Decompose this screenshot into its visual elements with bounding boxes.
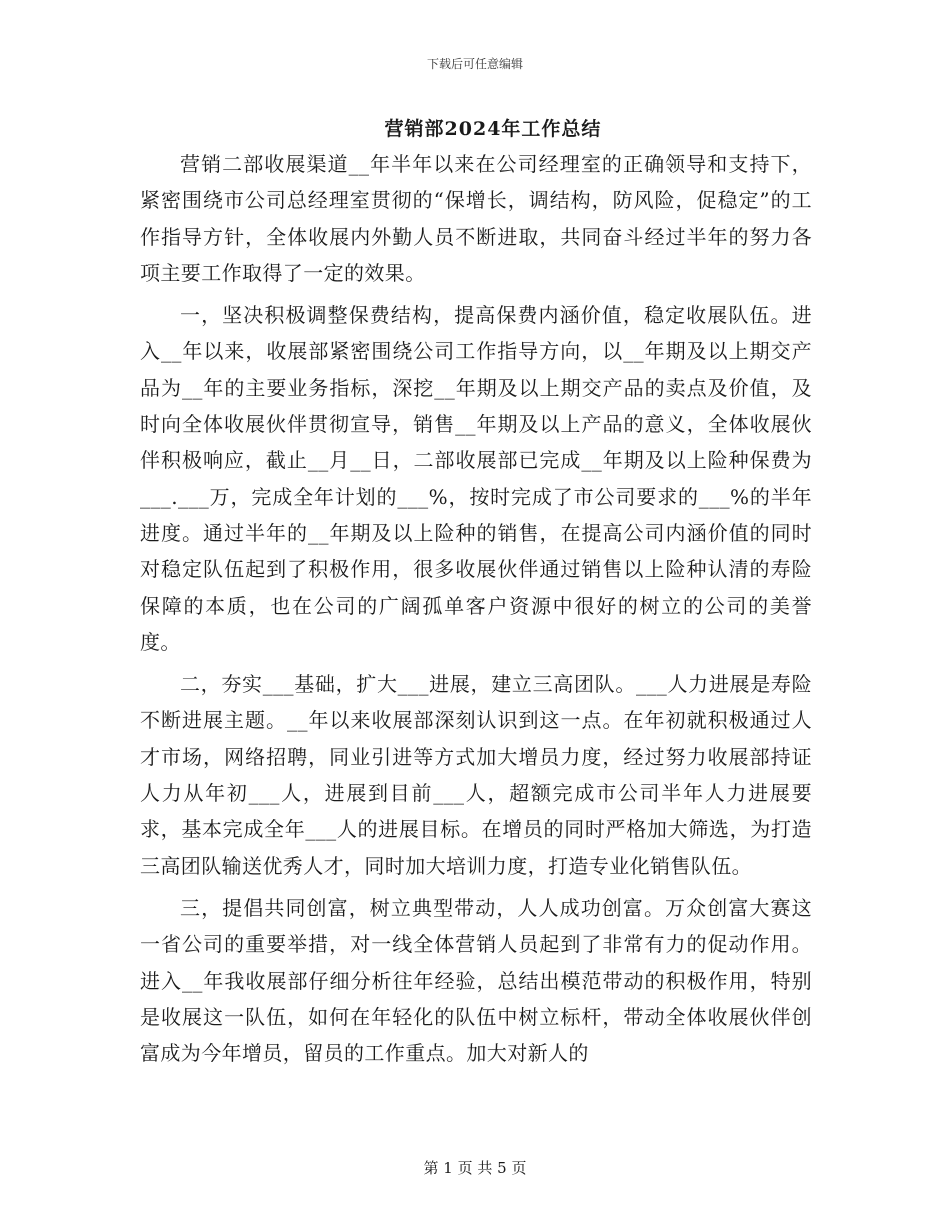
paragraph-intro: 营销二部收展渠道__年半年以来在公司经理室的正确领导和支持下，紧密围绕市公司总经理室贯彻的“保增长，调结构，防风险，促稳定”的工作指导方针，全体收展内外勤人员不断进取，共同奋斗经过半年的努力各项主要工作取得了一定的效果。	[140, 152, 812, 285]
document-body	[140, 146, 812, 1071]
paragraph-section-1: 一，坚决积极调整保费结构，提高保费内涵价值，稳定收展队伍。进入__年以来，收展部紧密围绕公司工作指导方向，以__年期及以上期交产品为__年的主要业务指标，深挖__年期及以上期交产品的卖点及价值，及时向全体收展伙伴贯彻宣导，销售__年期及以上产品的意义，全体收展伙伴积极响应，截止__月__日，二部收展部已完成__年期及以上险种保费为___.___万，完成全年计划的___%，按时完成了市公司要求的___%的半年进度。通过半年的__年期及以上险种的销售，在提高公司内涵价值的同时对稳定队伍起到了积极作用，很多收展伙伴通过销售以上险种认清的寿险保障的本质，也在公司的广阔孤单客户资源中很好的树立的公司的美誉度。	[140, 303, 812, 654]
header-note: 下载后可任意编辑	[426, 57, 523, 71]
document-title: 营销部2024年工作总结	[384, 118, 602, 140]
page-footer: 第 1 页 共 5 页	[423, 1159, 527, 1177]
paragraph-section-3: 三，提倡共同创富，树立典型带动，人人成功创富。万众创富大赛这一省公司的重要举措，对一线全体营销人员起到了非常有力的促动作用。进入__年我收展部仔细分析往年经验，总结出模范带动的积极作用，特别是收展这一队伍，如何在年轻化的队伍中树立标杆，带动全体收展伙伴创富成为今年增员，留员的工作重点。加大对新人的	[140, 895, 812, 1066]
paragraph-section-2: 二，夯实___基础，扩大___进展，建立三高团队。___人力进展是寿险不断进展主题。__年以来收展部深刻认识到这一点。在年初就积极通过人才市场，网络招聘，同业引进等方式加大增员力度，经过努力收展部持证人力从年初___人，进展到目前___人，超额完成市公司半年人力进展要求，基本完成全年___人的进展目标。在增员的同时严格加大筛选，为打造三高团队输送优秀人才，同时加大培训力度，打造专业化销售队伍。	[140, 672, 812, 878]
